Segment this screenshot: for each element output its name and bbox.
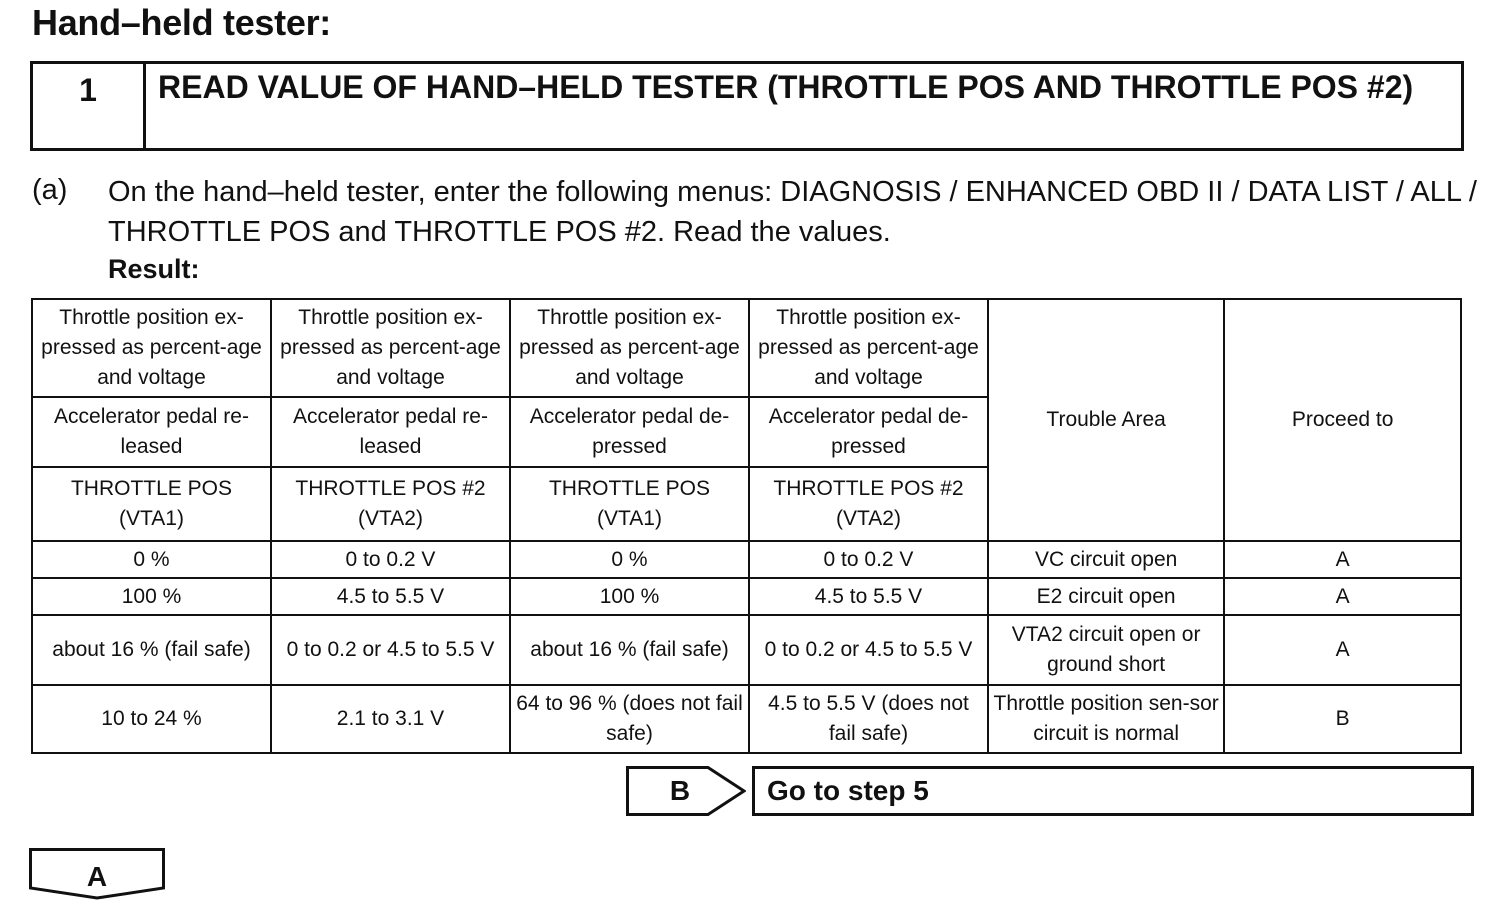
branch-a-arrow [29,848,165,900]
table-header-cell: THROTTLE POS #2 (VTA2) [271,467,510,541]
instruction-label: (a) [32,174,68,206]
proceed-to-header: Proceed to [1224,299,1461,541]
table-header-cell: Accelerator pedal de-pressed [510,397,749,467]
step-number: 1 [33,64,146,148]
table-row [32,685,1461,753]
table-cell: 4.5 to 5.5 V [749,578,988,615]
table-header-cell: THROTTLE POS #2 (VTA2) [749,467,988,541]
branch-a-label: A [86,861,108,892]
table-header-cell: Accelerator pedal de-pressed [749,397,988,467]
table-cell: 0 % [32,541,271,578]
table-cell: 0 to 0.2 or 4.5 to 5.5 V [749,615,988,685]
table-cell: about 16 % (fail safe) [510,615,749,685]
table-cell: A [1224,615,1461,685]
branch-b-arrow [626,766,746,816]
table-header-cell: THROTTLE POS (VTA1) [510,467,749,541]
table-cell: 100 % [510,578,749,615]
table-cell: 4.5 to 5.5 V [271,578,510,615]
table-cell: about 16 % (fail safe) [32,615,271,685]
step-heading: READ VALUE OF HAND–HELD TESTER (THROTTLE POS AND THROTTLE POS #2) [158,69,1414,105]
table-cell: 0 to 0.2 or 4.5 to 5.5 V [271,615,510,685]
table-header-cell: Throttle position ex-pressed as percent-age and voltage [32,299,271,397]
table-cell: 0 to 0.2 V [749,541,988,578]
table-row [32,541,1461,578]
table-cell: 10 to 24 % [32,685,271,753]
table-cell: B [1224,685,1461,753]
result-label: Result: [108,254,200,284]
table-cell: 4.5 to 5.5 V (does not fail safe) [749,685,988,753]
table-cell: VC circuit open [988,541,1224,578]
table-cell: 2.1 to 3.1 V [271,685,510,753]
table-header-row [32,299,1461,397]
table-cell: 0 to 0.2 V [271,541,510,578]
table-header-cell: THROTTLE POS (VTA1) [32,467,271,541]
table-cell: Throttle position sen-sor circuit is normal [988,685,1224,753]
table-header-cell: Throttle position ex-pressed as percent-age and voltage [749,299,988,397]
table-cell: 100 % [32,578,271,615]
table-cell: E2 circuit open [988,578,1224,615]
table-header-cell: Accelerator pedal re-leased [32,397,271,467]
instruction-text: On the hand–held tester, enter the following menus: DIAGNOSIS / ENHANCED OBD II / DATA LIST / ALL / THROTTLE POS and THROTTLE POS #2. Read the values. [108,176,1477,248]
trouble-area-header: Trouble Area [988,299,1224,541]
table-cell: 0 % [510,541,749,578]
table-header-cell: Throttle position ex-pressed as percent-age and voltage [271,299,510,397]
table-cell: 64 to 96 % (does not fail safe) [510,685,749,753]
table-cell: A [1224,578,1461,615]
table-row [32,615,1461,685]
table-cell: VTA2 circuit open or ground short [988,615,1224,685]
branch-b-label: B [669,775,691,806]
result-table [31,298,1462,754]
page-title: Hand–held tester: [32,2,331,43]
step-header [30,61,1464,151]
table-header-cell: Throttle position ex-pressed as percent-age and voltage [510,299,749,397]
goto-step-box: Go to step 5 [752,766,1474,816]
table-cell: A [1224,541,1461,578]
table-header-cell: Accelerator pedal re-leased [271,397,510,467]
table-row [32,578,1461,615]
